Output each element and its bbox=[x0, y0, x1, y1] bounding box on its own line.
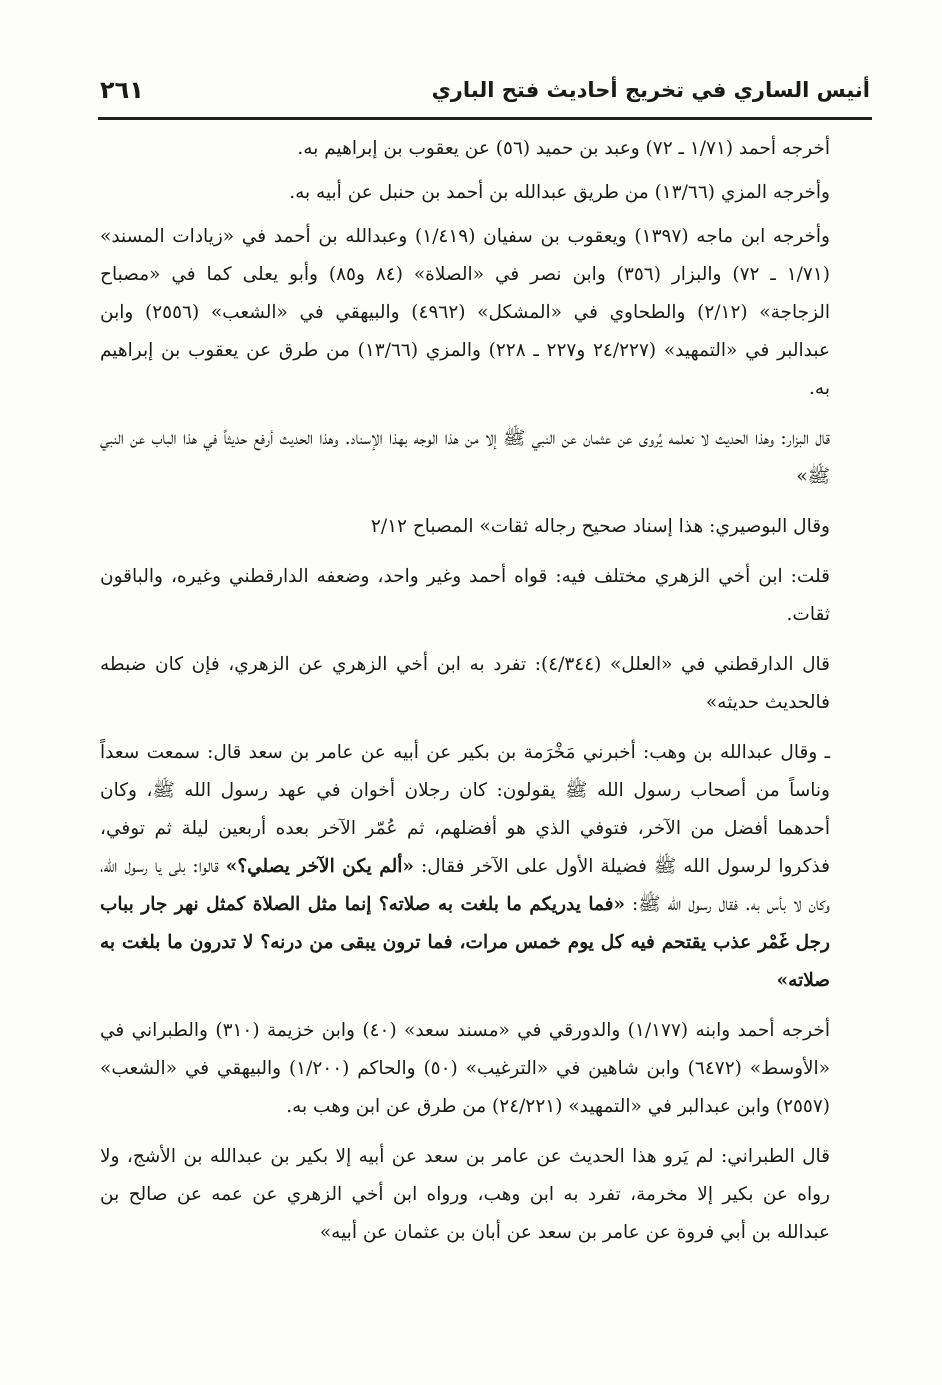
paragraph: قلت: ابن أخي الزهري مختلف فيه: قواه أحمد وغير واحد، وضعفه الدارقطني وغيره، والباقون ثقات. bbox=[100, 566, 830, 625]
paragraph: أخرجه أحمد وابنه (١/١٧٧) والدورقي في «مسند سعد» (٤٠) وابن خزيمة (٣١٠) والطبراني في «الأوسط» (٦٤٧٢) وابن شاهين في «الترغيب» (٥٠) والحاكم (١/٢٠٠) والبيهقي في «الشعب» (٢٥٥٧) وابن عبدالبر في «التمهيد» (٢٤/٢٢١) من طرق عن ابن وهب به. bbox=[100, 1020, 831, 1117]
hadith-quote: «ألم يكن الآخر يصلي؟» bbox=[225, 856, 414, 877]
hadith-middle: قالوا: بلى يا رسول الله، وكان لا بأس به. فقال رسول الله ﷺ: bbox=[100, 856, 830, 915]
running-header-title: أنيس الساري في تخريج أحاديث فتح الباري bbox=[431, 78, 870, 102]
paragraph: أخرجه أحمد (١/٧١ ـ ٧٢) وعبد بن حميد (٥٦) عن يعقوب بن إبراهيم به. bbox=[297, 138, 830, 159]
hadith-intro: ـ وقال عبدالله بن وهب: أخبرني مَخْرَمة بن بكير عن أبيه عن عامر بن سعد قال: سمعت سعداً وناساً من أصحاب رسول الله ﷺ يقولون: كان رجلان أخوان في عهد رسول الله ﷺ، وكان أحدهما أفضل من الآخر، فتوفي الذي هو أفضلهم، ثم عُمّر الآخر بعده أربعين ليلة ثم توفي، فذكروا لرسول الله ﷺ فضيلة الأول على الآخر فقال: bbox=[100, 742, 831, 877]
paragraph: قال الدارقطني في «العلل» (٤/٣٤٤): تفرد به ابن أخي الزهري عن الزهري، فإن كان ضبطه فالحديث حديثه» bbox=[100, 654, 830, 713]
paragraph: وأخرجه المزي (١٣/٦٦) من طريق عبدالله بن أحمد بن حنبل عن أبيه به. bbox=[289, 182, 830, 203]
hadith-quote: «فما يدريكم ما بلغت به صلاته؟ إنما مثل الصلاة كمثل نهر جار بباب رجل غَمْر عذب يقتحم فيه كل يوم خمس مرات، فما ترون يبقى من درنه؟ لا تدرون ما بلغت به صلاته» bbox=[100, 894, 830, 991]
running-header bbox=[100, 74, 870, 114]
paragraph: وأخرجه ابن ماجه (١٣٩٧) ويعقوب بن سفيان (١/٤١٩) وعبدالله بن أحمد في «زيادات المسند» (١/٧١ ـ ٧٢) والبزار (٣٥٦) وابن نصر في «الصلاة» (٨٤ و٨٥) وأبو يعلى كما في «مصباح الزجاجة» (٢/١٢) والطحاوي في «المشكل» (٤٩٦٢) والبيهقي في «الشعب» (٢٥٥٦) وابن عبدالبر في «التمهيد» (٢٤/٢٢٧ و٢٢٧ ـ ٢٢٨) والمزي (١٣/٦٦) من طرق عن يعقوب بن إبراهيم به. bbox=[100, 226, 831, 399]
paragraph: وقال البوصيري: هذا إسناد صحيح رجاله ثقات» المصباح ٢/١٢ bbox=[370, 516, 830, 537]
hadith-paragraph bbox=[100, 734, 874, 1000]
page-number: ٢٦١ bbox=[100, 76, 144, 104]
paragraph: قال الطبراني: لم يَرو هذا الحديث عن عامر بن سعد عن أبيه إلا بكير بن عبدالله بن الأشج، ولا رواه عن بكير إلا مخرمة، تفرد به ابن وهب، ورواه ابن أخي الزهري عن عمه عن صالح بن عبدالله بن أبي فروة عن عامر بن سعد عن أبان بن عثمان عن أبيه» bbox=[100, 1146, 830, 1243]
header-divider bbox=[98, 117, 872, 120]
page-body bbox=[100, 130, 874, 1258]
paragraph: قال البزار: وهذا الحديث لا نعلمه يُروى عن عثمان عن النبي ﷺ إلا من هذا الوجه بهذا الإسناد. وهذا الحديث أرفع حديثاً في هذا الباب عن النبي ﷺ» bbox=[100, 428, 830, 487]
